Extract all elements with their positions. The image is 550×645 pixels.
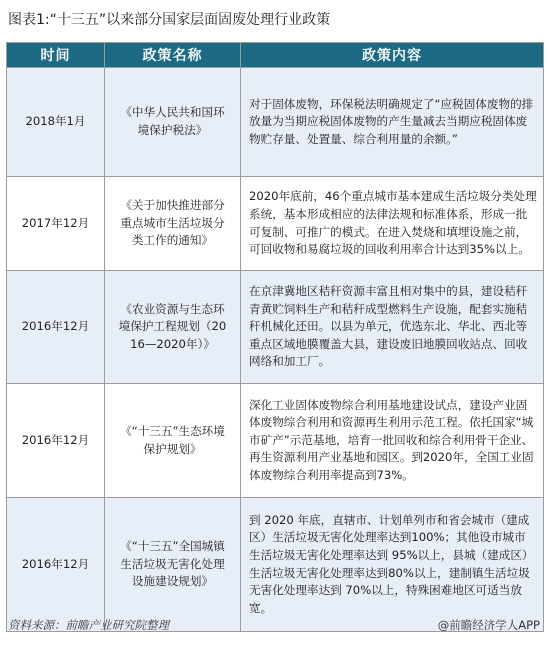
row-policy-name: 《“十三五”全国城镇生活垃圾无害化处理设施建设规划》 [105, 498, 241, 632]
row-policy-content: 2020年底前，46个重点城市基本建成生活垃圾分类处理系统，基本形成相应的法律法规和标准体系，形成一批可复制、可推广的模式。在进入焚烧和填埋设施之前，可回收物和易腐垃圾的回收利用率合计达到35%以上。 [241, 177, 544, 271]
brand-credit: @前瞻经济学人APP [437, 618, 540, 632]
row-policy-content: 深化工业固体废物综合利用基地建设试点，建设产业固体废物综合利用和资源再生利用示范工程。依托国家“城市矿产”示范基地，培育一批回收和综合利用骨干企业、再生资源利用产业基地和园区。到2020年，全国工业固体废物综合利用率提高到73%。 [241, 384, 544, 498]
row-policy-name: 《农业资源与生态环境保护工程规划（2016—2020年）》 [105, 271, 241, 384]
row-policy-content: 到 2020 年底，直辖市、计划单列市和省会城市（建成区）生活垃圾无害化处理率达到100%；其他设市城市生活垃圾无害化处理率达到 95%以上，县城（建成区）生活垃圾无害化处理率达到80%以上，建制镇生活垃圾无害化处理率达到 70%以上，特殊困难地区可适当放宽。 [241, 498, 544, 632]
source-note: 资料来源：前瞻产业研究院整理 [8, 618, 169, 632]
table-row [7, 68, 544, 177]
chart-title: 图表1:“十三五”以来部分国家层面固废处理行业政策 [8, 12, 331, 28]
row-policy-content: 对于固体废物，环保税法明确规定了“应税固体废物的排放量为当期应税固体废物的产生量减去当期应税固体废物贮存量、处置量、综合利用量的余额。” [241, 68, 544, 177]
header-policy-name: 政策名称 [105, 43, 241, 68]
row-time: 2018年1月 [7, 68, 105, 177]
table-row [7, 498, 544, 632]
footer [0, 613, 550, 633]
header-time: 时间 [7, 43, 105, 68]
table-row [7, 177, 544, 271]
row-policy-name: 《关于加快推进部分重点城市生活垃圾分类工作的通知》 [105, 177, 241, 271]
row-time: 2016年12月 [7, 271, 105, 384]
row-policy-name: 《“十三五”生态环境保护规划》 [105, 384, 241, 498]
row-time: 2016年12月 [7, 384, 105, 498]
row-policy-content: 在京津冀地区秸秆资源丰富且相对集中的县，建设秸秆青黄贮饲料生产和秸秆成型燃料生产设施，配套实施秸秆机械化还田。以县为单元，优选东北、华北、西北等重点区域地膜覆盖大县，建设废旧地膜回收站点、回收网络和加工厂。 [241, 271, 544, 384]
table-row [7, 384, 544, 498]
table-row [7, 271, 544, 384]
table-header-row [7, 43, 544, 68]
header-policy-content: 政策内容 [241, 43, 544, 68]
row-time: 2016年12月 [7, 498, 105, 632]
row-time: 2017年12月 [7, 177, 105, 271]
row-policy-name: 《中华人民共和国环境保护税法》 [105, 68, 241, 177]
policy-table [6, 42, 544, 632]
